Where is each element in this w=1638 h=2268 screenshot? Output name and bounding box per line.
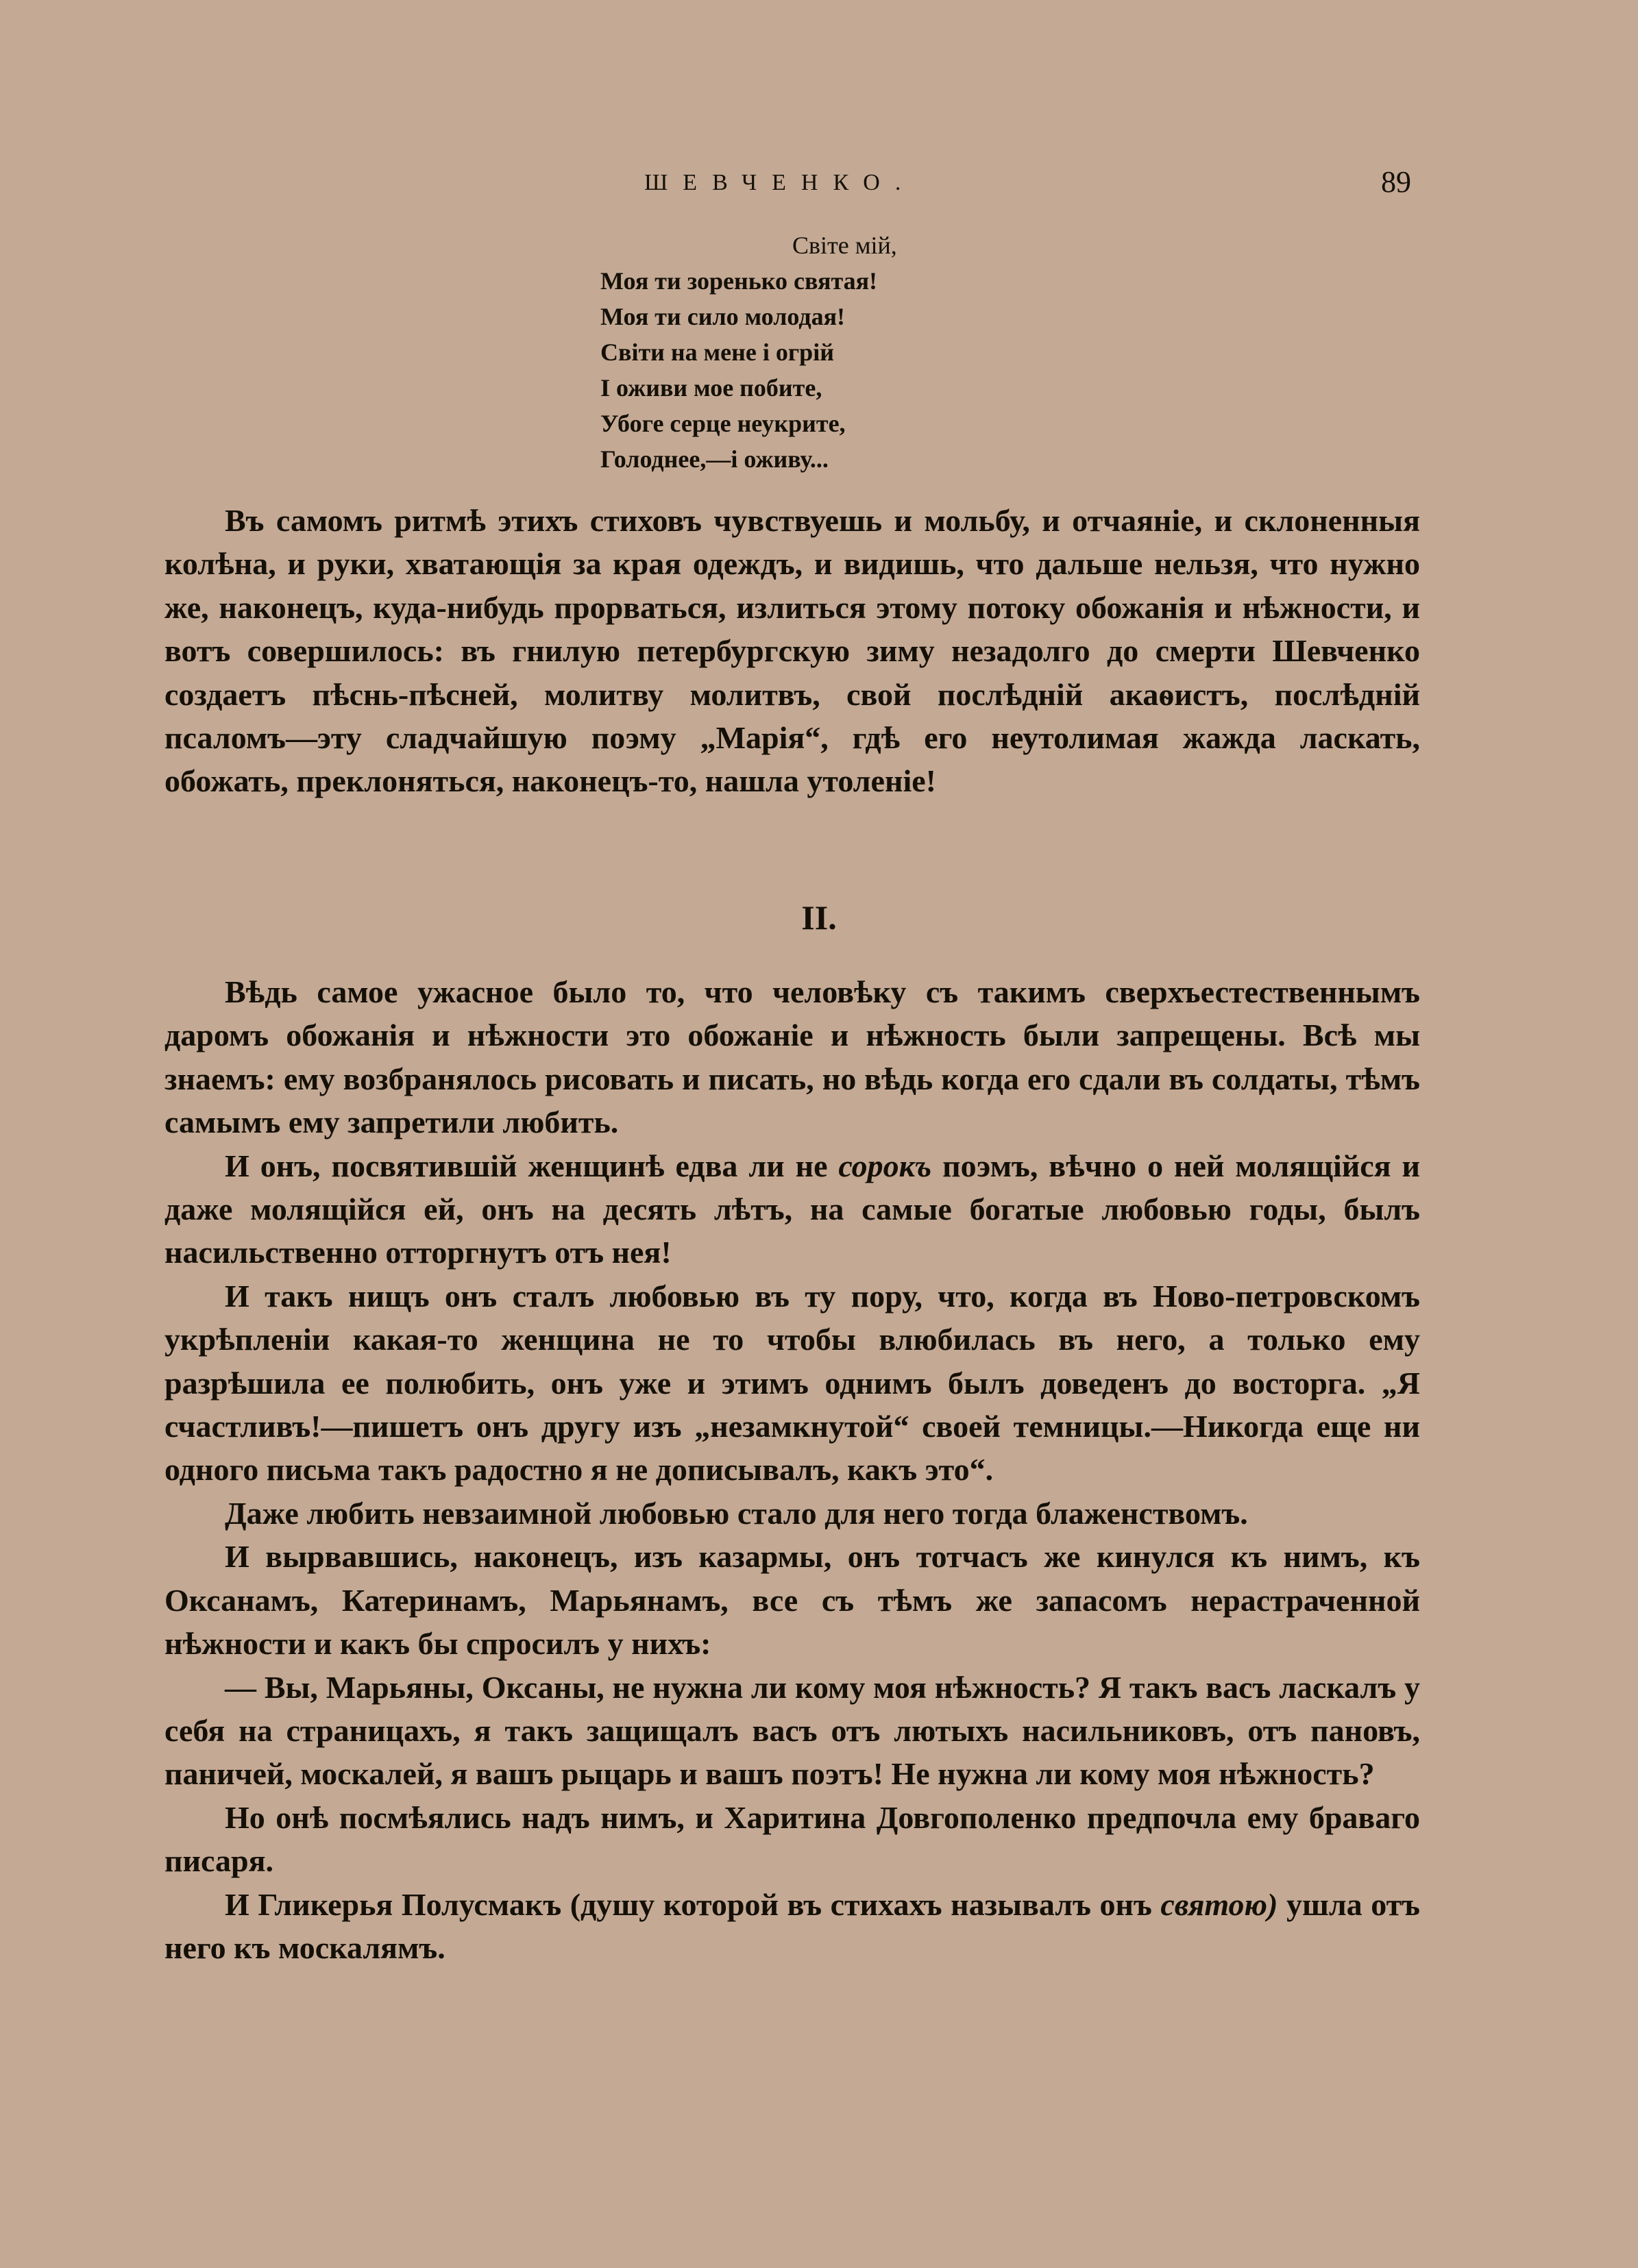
poem-line: І оживи мое побите,: [600, 374, 822, 402]
paragraph-text: И онъ, посвятившій женщинѣ едва ли не: [225, 1148, 839, 1183]
paragraph: Вѣдь самое ужасное было то, что человѣку съ такимъ сверхъестественнымъ даромъ обожанія и нѣжности это обожаніе и нѣжность были запрещены. Всѣ мы знаемъ: ему возбранялось рисовать и писать, но вѣдь когда его сдали въ солдаты, тѣмъ самымъ ему запретили любить.: [164, 974, 1420, 1140]
poem-line: Світе мій,: [792, 232, 897, 259]
section-heading: II.: [801, 898, 837, 937]
poem-line: Світи на мене і огрій: [600, 338, 834, 366]
page-number: 89: [1381, 165, 1411, 199]
paragraph: — Вы, Марьяны, Оксаны, не нужна ли кому моя нѣжность? Я такъ васъ ласкалъ у себя на страницахъ, я такъ защищалъ васъ отъ лютыхъ насильниковъ, отъ пановъ, паничей, москалей, я вашъ рыцарь и вашъ поэтъ! Не нужна ли кому моя нѣжность?: [164, 1669, 1420, 1792]
section-body: [164, 970, 1420, 1969]
paragraph: И вырвавшись, наконецъ, изъ казармы, онъ тотчасъ же кинулся къ нимъ, къ Оксанамъ, Катеринамъ, Марьянамъ, все съ тѣмъ же запасомъ нерастраченной нѣжности и какъ бы спросилъ у нихъ:: [164, 1539, 1420, 1662]
paragraph: [164, 1883, 1420, 1970]
paragraph: Въ самомъ ритмѣ этихъ стиховъ чувствуешь и мольбу, и отчаяніе, и склоненныя колѣна, и руки, хватающія за края одеждъ, и видишь, что дальше нельзя, что нужно же, наконецъ, куда-нибудь прорваться, излиться этому потоку обожанія и нѣжности, и вотъ совершилось: въ гнилую петербургскую зиму незадолго до смерти Шевченко создаетъ пѣснь-пѣсней, молитву молитвъ, свой послѣдній акаѳистъ, послѣдній псаломъ—эту сладчайшую поэму „Марія“, гдѣ его неутолимая жажда ласкать, обожать, преклоняться, наконецъ-то, нашла утоленіе!: [164, 503, 1420, 799]
emphasis-text: сорокъ: [838, 1148, 932, 1183]
running-title: ШЕВЧЕНКО.: [644, 170, 916, 195]
intro-text: [164, 499, 1420, 803]
emphasis-text: святою): [1160, 1886, 1278, 1922]
paragraph-text: поэмъ, вѣчно о ней молящійся и даже молящійся ей, онъ на десять лѣтъ, на самые богатые любовью годы, былъ насильственно отторгнутъ отъ нея!: [164, 1148, 1420, 1270]
paragraph-text: ушла отъ него къ москалямъ.: [164, 1886, 1421, 1965]
poem-line: Моя ти сило молодая!: [600, 303, 846, 330]
paragraph: Но онѣ посмѣялись надъ нимъ, и Харитина Довгополенко предпочла ему браваго писаря.: [164, 1799, 1420, 1879]
paragraph: И такъ нищъ онъ сталъ любовью въ ту пору, что, когда въ Ново-петровскомъ укрѣпленіи какая-то женщина не то чтобы влюбилась въ него, а только ему разрѣшила ее полюбить, онъ уже и этимъ однимъ былъ доведенъ до восторга. „Я счастливъ!—пишетъ онъ другу изъ „незамкнутой“ своей темницы.—Никогда еще ни одного письма такъ радостно я не дописывалъ, какъ это“.: [164, 1278, 1420, 1488]
paragraph-text: И Гликерья Полусмакъ (душу которой въ стихахъ называлъ онъ: [225, 1886, 1161, 1922]
paragraph: Даже любить невзаимной любовью стало для него тогда блаженствомъ.: [225, 1495, 1248, 1531]
running-head: [0, 164, 1638, 206]
poem-line: Голоднее,—і оживу...: [600, 445, 829, 473]
poem-quote: [600, 227, 1217, 477]
paragraph: [164, 1144, 1420, 1274]
poem-line: Моя ти зоренько святая!: [600, 267, 878, 295]
poem-line: Убоге серце неукрите,: [600, 410, 846, 437]
